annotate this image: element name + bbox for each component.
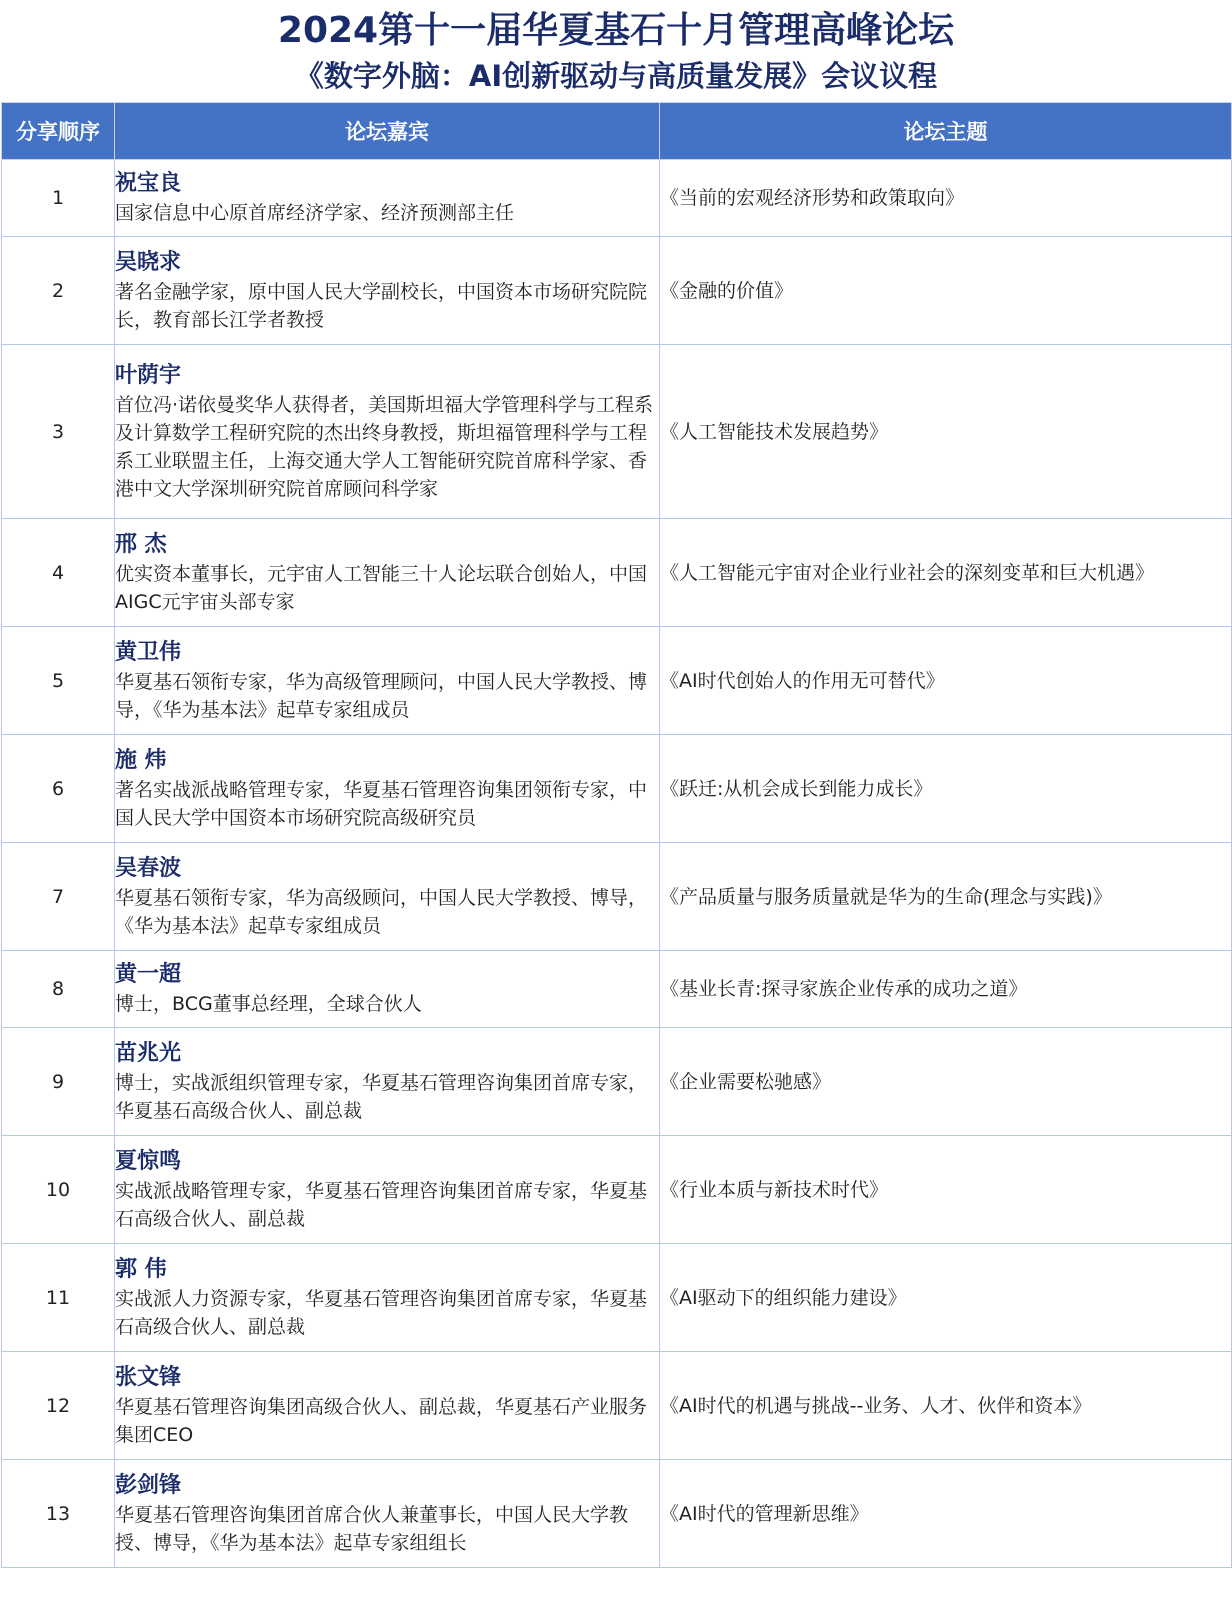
guest-cell <box>115 345 660 519</box>
table-row <box>2 237 1232 345</box>
order-cell: 4 <box>2 519 115 627</box>
column-header-order: 分享顺序 <box>2 103 115 160</box>
table-row <box>2 627 1232 735</box>
order-cell: 3 <box>2 345 115 519</box>
guest-bio: 著名实战派战略管理专家，华夏基石管理咨询集团领衔专家，中国人民大学中国资本市场研究院高级研究员 <box>115 778 648 829</box>
guest-name: 邢 杰 <box>115 531 167 557</box>
table-row <box>2 843 1232 951</box>
table-row <box>2 1028 1232 1136</box>
guest-name: 祝宝良 <box>115 171 182 196</box>
guest-name: 叶荫宇 <box>115 362 182 388</box>
guest-name: 张文锋 <box>115 1364 182 1390</box>
guest-cell <box>115 627 660 735</box>
guest-cell <box>115 1460 660 1568</box>
order-cell: 7 <box>2 843 115 951</box>
guest-bio: 国家信息中心原首席经济学家、经济预测部主任 <box>115 202 515 224</box>
guest-cell <box>115 519 660 627</box>
guest-bio: 博士，实战派组织管理专家，华夏基石管理咨询集团首席专家，华夏基石高级合伙人、副总裁 <box>115 1071 648 1122</box>
table-row <box>2 735 1232 843</box>
table-row <box>2 1460 1232 1568</box>
order-cell: 9 <box>2 1028 115 1136</box>
topic-cell: 《AI时代的管理新思维》 <box>660 1460 1232 1568</box>
agenda-table <box>1 102 1232 1568</box>
guest-name: 郭 伟 <box>115 1256 167 1282</box>
table-row <box>2 951 1232 1028</box>
topic-cell: 《人工智能技术发展趋势》 <box>660 345 1232 519</box>
agenda-subtitle: 《数字外脑：AI创新驱动与高质量发展》会议议程 <box>294 59 938 93</box>
guest-name: 夏惊鸣 <box>115 1148 182 1174</box>
guest-bio: 实战派战略管理专家，华夏基石管理咨询集团首席专家，华夏基石高级合伙人、副总裁 <box>115 1179 648 1230</box>
guest-cell <box>115 1028 660 1136</box>
agenda-title-block <box>0 0 1232 102</box>
guest-bio: 实战派人力资源专家，华夏基石管理咨询集团首席专家，华夏基石高级合伙人、副总裁 <box>115 1287 648 1338</box>
order-cell: 8 <box>2 951 115 1028</box>
topic-cell: 《金融的价值》 <box>660 237 1232 345</box>
table-row <box>2 345 1232 519</box>
guest-name: 黄卫伟 <box>115 639 182 665</box>
guest-name: 黄一超 <box>115 962 182 987</box>
column-header-guest: 论坛嘉宾 <box>115 103 660 160</box>
guest-bio: 华夏基石管理咨询集团高级合伙人、副总裁，华夏基石产业服务集团CEO <box>115 1395 648 1446</box>
order-cell: 1 <box>2 160 115 237</box>
topic-cell: 《企业需要松驰感》 <box>660 1028 1232 1136</box>
topic-cell: 《跃迁:从机会成长到能力成长》 <box>660 735 1232 843</box>
guest-cell <box>115 237 660 345</box>
guest-name: 苗兆光 <box>115 1040 182 1066</box>
guest-cell <box>115 843 660 951</box>
forum-title: 2024第十一届华夏基石十月管理高峰论坛 <box>277 10 955 51</box>
guest-name: 吴春波 <box>115 855 182 881</box>
guest-bio: 博士，BCG董事总经理，全球合伙人 <box>115 993 422 1015</box>
table-row <box>2 1244 1232 1352</box>
agenda-body <box>2 160 1232 1568</box>
order-cell: 12 <box>2 1352 115 1460</box>
guest-bio: 华夏基石领衔专家，华为高级管理顾问，中国人民大学教授、博导，《华为基本法》起草专家组成员 <box>115 670 648 721</box>
guest-cell <box>115 1244 660 1352</box>
topic-cell: 《AI时代的机遇与挑战--业务、人才、伙伴和资本》 <box>660 1352 1232 1460</box>
topic-cell: 《基业长青:探寻家族企业传承的成功之道》 <box>660 951 1232 1028</box>
table-header-row <box>2 103 1232 160</box>
topic-cell: 《AI驱动下的组织能力建设》 <box>660 1244 1232 1352</box>
guest-name: 彭剑锋 <box>115 1472 182 1498</box>
topic-cell: 《产品质量与服务质量就是华为的生命(理念与实践)》 <box>660 843 1232 951</box>
topic-cell: 《AI时代创始人的作用无可替代》 <box>660 627 1232 735</box>
guest-name: 吴晓求 <box>115 249 182 275</box>
order-cell: 6 <box>2 735 115 843</box>
column-header-topic: 论坛主题 <box>660 103 1232 160</box>
topic-cell: 《人工智能元宇宙对企业行业社会的深刻变革和巨大机遇》 <box>660 519 1232 627</box>
order-cell: 5 <box>2 627 115 735</box>
guest-cell <box>115 951 660 1028</box>
order-cell: 2 <box>2 237 115 345</box>
topic-cell: 《行业本质与新技术时代》 <box>660 1136 1232 1244</box>
order-cell: 10 <box>2 1136 115 1244</box>
guest-name: 施 炜 <box>115 747 167 773</box>
guest-cell <box>115 735 660 843</box>
table-row <box>2 1136 1232 1244</box>
guest-cell <box>115 1352 660 1460</box>
order-cell: 13 <box>2 1460 115 1568</box>
table-row <box>2 519 1232 627</box>
table-row <box>2 160 1232 237</box>
order-cell: 11 <box>2 1244 115 1352</box>
guest-cell <box>115 1136 660 1244</box>
table-row <box>2 1352 1232 1460</box>
guest-bio: 华夏基石管理咨询集团首席合伙人兼董事长，中国人民大学教授、博导，《华为基本法》起草专家组组长 <box>115 1503 629 1554</box>
guest-bio: 著名金融学家，原中国人民大学副校长，中国资本市场研究院院长，教育部长江学者教授 <box>115 280 648 331</box>
guest-bio: 首位冯·诺依曼奖华人获得者，美国斯坦福大学管理科学与工程系及计算数学工程研究院的杰出终身教授，斯坦福管理科学与工程系工业联盟主任，上海交通大学人工智能研究院首席科学家、香港中文大学深圳研究院首席顾问科学家 <box>115 393 654 500</box>
guest-cell <box>115 160 660 237</box>
topic-cell: 《当前的宏观经济形势和政策取向》 <box>660 160 1232 237</box>
guest-bio: 优实资本董事长，元宇宙人工智能三十人论坛联合创始人，中国AIGC元宇宙头部专家 <box>115 562 648 613</box>
guest-bio: 华夏基石领衔专家，华为高级顾问，中国人民大学教授、博导，《华为基本法》起草专家组成员 <box>115 886 648 937</box>
